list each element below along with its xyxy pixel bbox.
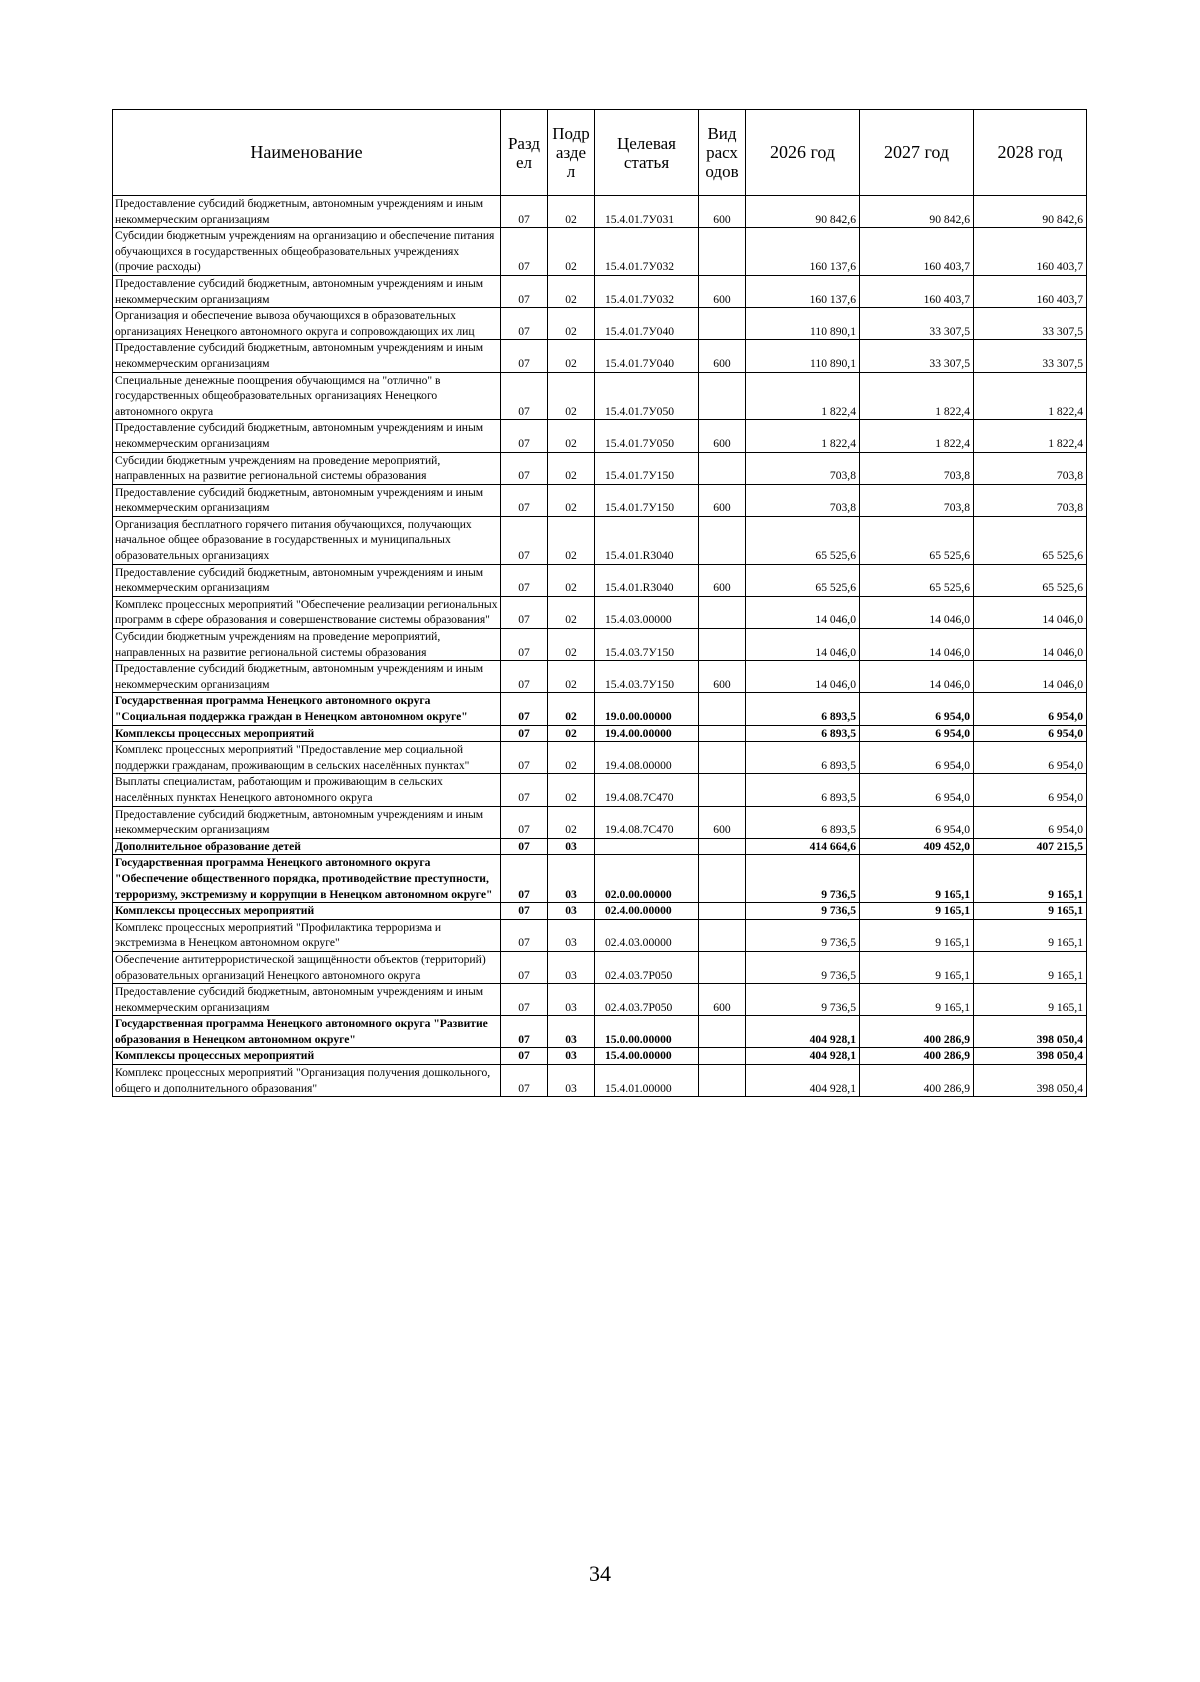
row-celevaya-statya: 15.4.01.7У040 (595, 340, 699, 372)
row-podrazdel: 02 (548, 228, 595, 276)
row-celevaya-statya: 02.4.03.00000 (595, 919, 699, 951)
row-podrazdel: 02 (548, 308, 595, 340)
table-row (113, 1048, 1087, 1065)
row-celevaya-statya: 15.4.03.7У150 (595, 661, 699, 693)
row-amount-2028: 9 165,1 (974, 903, 1087, 920)
header-row (113, 110, 1087, 196)
row-amount-2027: 703,8 (860, 484, 974, 516)
row-podrazdel: 02 (548, 693, 595, 725)
row-name: Предоставление субсидий бюджетным, автономным учреждениям и иным некоммерческим организациям (113, 420, 501, 452)
row-celevaya-statya: 15.4.01.7У050 (595, 372, 699, 420)
row-amount-2027: 160 403,7 (860, 228, 974, 276)
row-celevaya-statya: 15.4.00.00000 (595, 1048, 699, 1065)
row-amount-2028: 65 525,6 (974, 516, 1087, 564)
table-row (113, 661, 1087, 693)
table-row (113, 340, 1087, 372)
row-celevaya-statya: 15.4.01.7У150 (595, 452, 699, 484)
row-vid-rashodov (699, 516, 746, 564)
row-amount-2026: 9 736,5 (746, 951, 860, 983)
row-amount-2028: 9 165,1 (974, 855, 1087, 903)
row-podrazdel: 03 (548, 855, 595, 903)
row-amount-2028: 407 215,5 (974, 838, 1087, 855)
row-vid-rashodov: 600 (699, 340, 746, 372)
header-vid-rashodov: Вид расх одов (699, 110, 746, 196)
row-razdel: 07 (501, 1048, 548, 1065)
table-row (113, 951, 1087, 983)
table-row (113, 228, 1087, 276)
row-razdel: 07 (501, 372, 548, 420)
row-podrazdel: 02 (548, 516, 595, 564)
row-vid-rashodov: 600 (699, 484, 746, 516)
row-amount-2026: 9 736,5 (746, 903, 860, 920)
row-amount-2028: 1 822,4 (974, 420, 1087, 452)
row-podrazdel: 02 (548, 661, 595, 693)
table-row (113, 919, 1087, 951)
row-celevaya-statya: 02.0.00.00000 (595, 855, 699, 903)
row-amount-2026: 1 822,4 (746, 420, 860, 452)
row-amount-2028: 9 165,1 (974, 984, 1087, 1016)
row-amount-2026: 90 842,6 (746, 196, 860, 228)
row-name: Государственная программа Ненецкого автономного округа "Развитие образования в Ненецком автономном округе" (113, 1016, 501, 1048)
row-amount-2028: 703,8 (974, 452, 1087, 484)
row-vid-rashodov (699, 725, 746, 742)
row-amount-2026: 6 893,5 (746, 742, 860, 774)
row-amount-2027: 9 165,1 (860, 951, 974, 983)
row-podrazdel: 02 (548, 196, 595, 228)
row-razdel: 07 (501, 661, 548, 693)
row-amount-2028: 9 165,1 (974, 951, 1087, 983)
row-amount-2026: 110 890,1 (746, 308, 860, 340)
row-amount-2026: 65 525,6 (746, 564, 860, 596)
row-vid-rashodov (699, 855, 746, 903)
row-amount-2028: 398 050,4 (974, 1016, 1087, 1048)
row-vid-rashodov: 600 (699, 275, 746, 307)
row-celevaya-statya: 15.4.01.00000 (595, 1065, 699, 1097)
row-vid-rashodov (699, 1016, 746, 1048)
table-row (113, 420, 1087, 452)
table-row (113, 725, 1087, 742)
row-razdel: 07 (501, 308, 548, 340)
row-amount-2026: 703,8 (746, 484, 860, 516)
row-amount-2026: 65 525,6 (746, 516, 860, 564)
row-vid-rashodov (699, 629, 746, 661)
row-amount-2028: 14 046,0 (974, 629, 1087, 661)
row-vid-rashodov: 600 (699, 661, 746, 693)
row-amount-2026: 9 736,5 (746, 919, 860, 951)
row-podrazdel: 02 (548, 275, 595, 307)
row-amount-2028: 6 954,0 (974, 693, 1087, 725)
row-name: Предоставление субсидий бюджетным, автономным учреждениям и иным некоммерческим организациям (113, 275, 501, 307)
row-celevaya-statya: 19.4.00.00000 (595, 725, 699, 742)
row-razdel: 07 (501, 806, 548, 838)
row-amount-2027: 9 165,1 (860, 984, 974, 1016)
row-amount-2028: 1 822,4 (974, 372, 1087, 420)
row-amount-2026: 6 893,5 (746, 806, 860, 838)
row-name: Субсидии бюджетным учреждениям на проведение мероприятий, направленных на развитие региональной системы образования (113, 452, 501, 484)
row-vid-rashodov: 600 (699, 420, 746, 452)
row-celevaya-statya: 19.4.08.7С470 (595, 774, 699, 806)
row-podrazdel: 03 (548, 951, 595, 983)
table-header (113, 110, 1087, 196)
row-amount-2026: 14 046,0 (746, 629, 860, 661)
row-amount-2028: 90 842,6 (974, 196, 1087, 228)
row-amount-2027: 400 286,9 (860, 1016, 974, 1048)
row-celevaya-statya: 15.4.01.7У150 (595, 484, 699, 516)
table-row (113, 196, 1087, 228)
row-celevaya-statya: 15.4.01.R3040 (595, 564, 699, 596)
row-amount-2027: 9 165,1 (860, 903, 974, 920)
row-podrazdel: 02 (548, 340, 595, 372)
row-amount-2026: 703,8 (746, 452, 860, 484)
row-name: Государственная программа Ненецкого автономного округа "Обеспечение общественного порядка, противодействие преступности, терроризму, экстремизму и коррупции в Ненецком автономном округе" (113, 855, 501, 903)
row-podrazdel: 03 (548, 838, 595, 855)
row-podrazdel: 02 (548, 596, 595, 628)
row-razdel: 07 (501, 1016, 548, 1048)
row-razdel: 07 (501, 340, 548, 372)
row-razdel: 07 (501, 693, 548, 725)
row-amount-2026: 110 890,1 (746, 340, 860, 372)
table-row (113, 1016, 1087, 1048)
table-row (113, 838, 1087, 855)
row-amount-2026: 6 893,5 (746, 774, 860, 806)
row-amount-2027: 703,8 (860, 452, 974, 484)
row-amount-2026: 9 736,5 (746, 984, 860, 1016)
row-razdel: 07 (501, 564, 548, 596)
row-amount-2028: 6 954,0 (974, 725, 1087, 742)
table-row (113, 806, 1087, 838)
row-amount-2027: 9 165,1 (860, 919, 974, 951)
row-name: Комплексы процессных мероприятий (113, 903, 501, 920)
row-vid-rashodov (699, 903, 746, 920)
row-razdel: 07 (501, 838, 548, 855)
row-name: Предоставление субсидий бюджетным, автономным учреждениям и иным некоммерческим организациям (113, 196, 501, 228)
row-podrazdel: 02 (548, 806, 595, 838)
row-podrazdel: 02 (548, 564, 595, 596)
row-amount-2028: 398 050,4 (974, 1065, 1087, 1097)
table-row (113, 372, 1087, 420)
row-amount-2026: 9 736,5 (746, 855, 860, 903)
table-row (113, 984, 1087, 1016)
row-amount-2028: 398 050,4 (974, 1048, 1087, 1065)
row-podrazdel: 02 (548, 742, 595, 774)
row-podrazdel: 02 (548, 452, 595, 484)
row-name: Специальные денежные поощрения обучающимся на "отлично" в государственных общеобразовательных организациях Ненецкого автономного округа (113, 372, 501, 420)
row-name: Комплексы процессных мероприятий (113, 1048, 501, 1065)
row-podrazdel: 03 (548, 919, 595, 951)
row-vid-rashodov (699, 919, 746, 951)
row-razdel: 07 (501, 196, 548, 228)
row-name: Дополнительное образование детей (113, 838, 501, 855)
row-razdel: 07 (501, 452, 548, 484)
table-row (113, 629, 1087, 661)
row-amount-2027: 6 954,0 (860, 774, 974, 806)
row-amount-2028: 6 954,0 (974, 742, 1087, 774)
table-row (113, 308, 1087, 340)
row-name: Комплекс процессных мероприятий "Профилактика терроризма и экстремизма в Ненецком автономном округе" (113, 919, 501, 951)
row-vid-rashodov: 600 (699, 564, 746, 596)
row-vid-rashodov (699, 372, 746, 420)
row-name: Предоставление субсидий бюджетным, автономным учреждениям и иным некоммерческим организациям (113, 984, 501, 1016)
row-amount-2026: 414 664,6 (746, 838, 860, 855)
row-amount-2028: 6 954,0 (974, 774, 1087, 806)
row-amount-2027: 160 403,7 (860, 275, 974, 307)
row-amount-2027: 6 954,0 (860, 806, 974, 838)
header-year-2027: 2027 год (860, 110, 974, 196)
row-amount-2028: 14 046,0 (974, 596, 1087, 628)
row-amount-2027: 400 286,9 (860, 1048, 974, 1065)
row-amount-2027: 90 842,6 (860, 196, 974, 228)
row-razdel: 07 (501, 596, 548, 628)
row-name: Обеспечение антитеррористической защищённости объектов (территорий) образовательных организаций Ненецкого автономного округа (113, 951, 501, 983)
row-amount-2027: 9 165,1 (860, 855, 974, 903)
row-name: Предоставление субсидий бюджетным, автономным учреждениям и иным некоммерческим организациям (113, 806, 501, 838)
header-razdel: Разд ел (501, 110, 548, 196)
row-razdel: 07 (501, 484, 548, 516)
row-amount-2026: 14 046,0 (746, 661, 860, 693)
row-vid-rashodov (699, 1048, 746, 1065)
row-amount-2027: 6 954,0 (860, 742, 974, 774)
row-celevaya-statya (595, 838, 699, 855)
row-amount-2028: 9 165,1 (974, 919, 1087, 951)
row-amount-2027: 65 525,6 (860, 516, 974, 564)
row-vid-rashodov (699, 596, 746, 628)
row-amount-2028: 33 307,5 (974, 340, 1087, 372)
row-name: Комплексы процессных мероприятий (113, 725, 501, 742)
header-celevaya-statya: Целевая статья (595, 110, 699, 196)
row-razdel: 07 (501, 774, 548, 806)
row-podrazdel: 03 (548, 1065, 595, 1097)
row-razdel: 07 (501, 1065, 548, 1097)
row-amount-2026: 6 893,5 (746, 693, 860, 725)
row-celevaya-statya: 15.4.01.7У032 (595, 275, 699, 307)
row-razdel: 07 (501, 742, 548, 774)
row-name: Государственная программа Ненецкого автономного округа "Социальная поддержка граждан в Ненецком автономном округе" (113, 693, 501, 725)
row-vid-rashodov (699, 1065, 746, 1097)
row-amount-2027: 6 954,0 (860, 725, 974, 742)
row-vid-rashodov (699, 452, 746, 484)
table-row (113, 596, 1087, 628)
row-name: Субсидии бюджетным учреждениям на проведение мероприятий, направленных на развитие региональной системы образования (113, 629, 501, 661)
row-razdel: 07 (501, 420, 548, 452)
row-amount-2026: 404 928,1 (746, 1048, 860, 1065)
row-celevaya-statya: 02.4.03.7Р050 (595, 984, 699, 1016)
row-razdel: 07 (501, 629, 548, 661)
header-year-2028: 2028 год (974, 110, 1087, 196)
table-row (113, 516, 1087, 564)
row-amount-2028: 14 046,0 (974, 661, 1087, 693)
row-name: Выплаты специалистам, работающим и проживающим в сельских населённых пунктах Ненецкого автономного округа (113, 774, 501, 806)
page-number: 34 (589, 1561, 611, 1586)
row-vid-rashodov (699, 838, 746, 855)
row-vid-rashodov: 600 (699, 806, 746, 838)
row-vid-rashodov: 600 (699, 196, 746, 228)
row-razdel: 07 (501, 228, 548, 276)
table-row (113, 693, 1087, 725)
row-vid-rashodov (699, 228, 746, 276)
row-podrazdel: 03 (548, 984, 595, 1016)
row-razdel: 07 (501, 275, 548, 307)
row-podrazdel: 02 (548, 725, 595, 742)
row-amount-2027: 33 307,5 (860, 308, 974, 340)
row-celevaya-statya: 19.4.08.7С470 (595, 806, 699, 838)
row-celevaya-statya: 02.4.03.7Р050 (595, 951, 699, 983)
row-vid-rashodov: 600 (699, 984, 746, 1016)
row-razdel: 07 (501, 855, 548, 903)
row-celevaya-statya: 15.4.01.7У032 (595, 228, 699, 276)
row-amount-2027: 14 046,0 (860, 596, 974, 628)
row-razdel: 07 (501, 516, 548, 564)
row-podrazdel: 02 (548, 629, 595, 661)
table-row (113, 855, 1087, 903)
row-amount-2027: 6 954,0 (860, 693, 974, 725)
row-razdel: 07 (501, 725, 548, 742)
row-vid-rashodov (699, 742, 746, 774)
row-amount-2027: 14 046,0 (860, 629, 974, 661)
table-row (113, 742, 1087, 774)
row-amount-2026: 404 928,1 (746, 1016, 860, 1048)
row-name: Предоставление субсидий бюджетным, автономным учреждениям и иным некоммерческим организациям (113, 340, 501, 372)
row-amount-2028: 160 403,7 (974, 228, 1087, 276)
table-row (113, 774, 1087, 806)
row-podrazdel: 02 (548, 484, 595, 516)
row-celevaya-statya: 15.0.00.00000 (595, 1016, 699, 1048)
row-amount-2026: 160 137,6 (746, 228, 860, 276)
table-row (113, 1065, 1087, 1097)
budget-table (112, 109, 1087, 1097)
row-name: Организация и обеспечение вывоза обучающихся в образовательных организациях Ненецкого автономного округа и сопровождающих их лиц (113, 308, 501, 340)
row-celevaya-statya: 15.4.03.7У150 (595, 629, 699, 661)
row-celevaya-statya: 19.4.08.00000 (595, 742, 699, 774)
table-row (113, 484, 1087, 516)
table-row (113, 564, 1087, 596)
row-amount-2027: 400 286,9 (860, 1065, 974, 1097)
row-amount-2026: 6 893,5 (746, 725, 860, 742)
header-podrazdel: Подр азде л (548, 110, 595, 196)
table-body (113, 196, 1087, 1097)
row-razdel: 07 (501, 951, 548, 983)
row-amount-2028: 703,8 (974, 484, 1087, 516)
row-podrazdel: 02 (548, 372, 595, 420)
row-celevaya-statya: 15.4.03.00000 (595, 596, 699, 628)
row-razdel: 07 (501, 919, 548, 951)
row-amount-2028: 160 403,7 (974, 275, 1087, 307)
row-amount-2028: 65 525,6 (974, 564, 1087, 596)
table-row (113, 452, 1087, 484)
row-name: Комплекс процессных мероприятий "Организация получения дошкольного, общего и дополнительного образования" (113, 1065, 501, 1097)
table-row (113, 903, 1087, 920)
row-amount-2026: 160 137,6 (746, 275, 860, 307)
row-podrazdel: 03 (548, 1016, 595, 1048)
row-name: Комплекс процессных мероприятий "Обеспечение реализации региональных программ в сфере образования и совершенствование системы образования" (113, 596, 501, 628)
row-razdel: 07 (501, 903, 548, 920)
row-amount-2027: 65 525,6 (860, 564, 974, 596)
row-name: Организация бесплатного горячего питания обучающихся, получающих начальное общее образование в государственных и муниципальных образовательных организациях (113, 516, 501, 564)
row-celevaya-statya: 15.4.01.R3040 (595, 516, 699, 564)
row-vid-rashodov (699, 774, 746, 806)
row-podrazdel: 03 (548, 903, 595, 920)
row-celevaya-statya: 15.4.01.7У031 (595, 196, 699, 228)
row-name: Субсидии бюджетным учреждениям на организацию и обеспечение питания обучающихся в государственных общеобразовательных учреждениях (прочие расходы) (113, 228, 501, 276)
row-podrazdel: 03 (548, 1048, 595, 1065)
row-amount-2026: 14 046,0 (746, 596, 860, 628)
header-name: Наименование (113, 110, 501, 196)
row-celevaya-statya: 15.4.01.7У040 (595, 308, 699, 340)
row-podrazdel: 02 (548, 774, 595, 806)
row-vid-rashodov (699, 951, 746, 983)
row-vid-rashodov (699, 308, 746, 340)
row-razdel: 07 (501, 984, 548, 1016)
row-amount-2027: 33 307,5 (860, 340, 974, 372)
row-amount-2026: 1 822,4 (746, 372, 860, 420)
header-year-2026: 2026 год (746, 110, 860, 196)
table-row (113, 275, 1087, 307)
row-celevaya-statya: 02.4.00.00000 (595, 903, 699, 920)
row-name: Комплекс процессных мероприятий "Предоставление мер социальной поддержки гражданам, проживающим в сельских населённых пунктах" (113, 742, 501, 774)
row-name: Предоставление субсидий бюджетным, автономным учреждениям и иным некоммерческим организациям (113, 484, 501, 516)
row-amount-2027: 409 452,0 (860, 838, 974, 855)
row-amount-2027: 1 822,4 (860, 372, 974, 420)
row-amount-2028: 6 954,0 (974, 806, 1087, 838)
row-podrazdel: 02 (548, 420, 595, 452)
row-amount-2028: 33 307,5 (974, 308, 1087, 340)
row-amount-2027: 1 822,4 (860, 420, 974, 452)
row-vid-rashodov (699, 693, 746, 725)
row-amount-2026: 404 928,1 (746, 1065, 860, 1097)
row-name: Предоставление субсидий бюджетным, автономным учреждениям и иным некоммерческим организациям (113, 661, 501, 693)
row-name: Предоставление субсидий бюджетным, автономным учреждениям и иным некоммерческим организациям (113, 564, 501, 596)
row-amount-2027: 14 046,0 (860, 661, 974, 693)
row-celevaya-statya: 19.0.00.00000 (595, 693, 699, 725)
row-celevaya-statya: 15.4.01.7У050 (595, 420, 699, 452)
